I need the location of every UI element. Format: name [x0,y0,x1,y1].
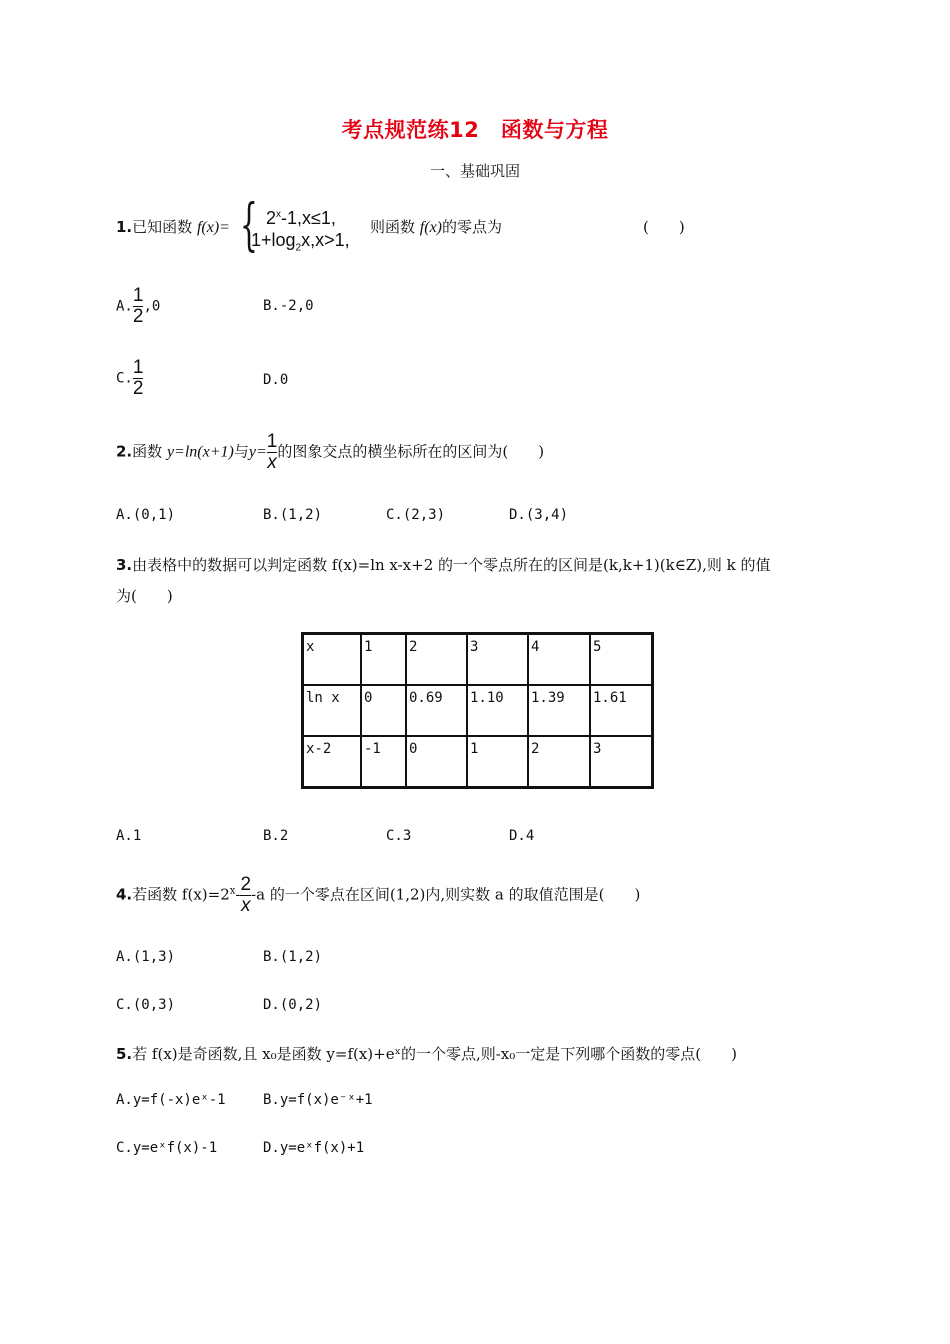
option-d[interactable]: D.y=eˣf(x)+1 [263,1140,365,1156]
equation: y=ln(x+1) [166,443,234,461]
table-cell: 1 [361,634,406,686]
option-a[interactable]: A.(1,3) [116,949,176,965]
question-text: 由表格中的数据可以判定函数 f(x)=ln x-x+2 的一个零点所在的区间是(k,k+1)(k∈Z),则 k 的值 [132,556,771,574]
piece-1-rest: -1,x≤1, [281,208,336,228]
denominator: 2 [132,305,144,327]
option-d[interactable]: D.(0,2) [263,997,323,1013]
option-d[interactable]: D.(3,4) [509,507,569,523]
answer-paren: ( ) [643,218,685,236]
question-3-stem-line2: 为( ) [116,587,173,605]
data-table [301,632,654,789]
table-cell: 0 [361,685,406,736]
question-text: 的零点为 [442,218,503,236]
question-text: 则函数 [370,218,416,236]
piece-2-subscript: 2 [295,242,302,254]
table-cell: ln x [303,685,362,736]
numerator: 1 [132,357,144,378]
table-cell: 1 [467,736,528,788]
denominator: x [241,894,251,916]
page-title: 考点规范练12 函数与方程 [341,118,609,142]
table-row [303,736,653,788]
exponent: x [229,885,236,897]
fraction [267,432,278,473]
table-cell: 5 [590,634,653,686]
option-rest: ,0 [143,298,161,315]
table-cell: x-2 [303,736,362,788]
denominator: 2 [132,377,144,399]
question-3-stem [116,554,771,575]
question-number: 3. [116,556,133,574]
question-text: 函数 [132,442,163,461]
question-text: 与 [233,442,249,461]
numerator: 1 [132,285,144,306]
piece-2-rest: x,x>1, [301,230,350,250]
table-cell: -1 [361,736,406,788]
numerator: 1 [266,431,278,452]
question-number: 2. [116,442,133,461]
table-cell: x [303,634,362,686]
fraction [133,286,144,327]
question-1-stem [116,216,230,237]
denominator: x [267,451,277,473]
option-d[interactable]: D.0 [263,372,289,388]
question-text: -a 的一个零点在区间(1,2)内,则实数 a 的取值范围是( ) [251,885,641,904]
piecewise-brace: { [240,193,258,258]
piece-2-base: 1+log [251,230,296,250]
option-c[interactable]: C.(2,3) [386,507,446,523]
table-cell: 0 [406,736,467,788]
table-cell: 2 [528,736,590,788]
option-a[interactable] [116,286,160,327]
question-text: 已知函数 [132,218,193,236]
question-4-stem [116,875,640,916]
table-cell: 1.10 [467,685,528,736]
table-cell: 3 [467,634,528,686]
option-label: C. [116,370,133,387]
function-expression: f(x) [419,219,442,236]
table-row [303,634,653,686]
fraction [240,875,251,916]
question-text: 的图象交点的横坐标所在的区间为( ) [277,442,545,461]
table-cell: 1.61 [590,685,653,736]
equation: y= [248,443,267,461]
option-b[interactable]: B.y=f(x)e⁻ˣ+1 [263,1092,373,1108]
option-d[interactable]: D.4 [509,828,535,844]
option-b[interactable]: B.(1,2) [263,949,323,965]
piece-1-exponent: x [276,209,282,220]
question-text: 若 f(x)是奇函数,且 x₀是函数 y=f(x)+eˣ的一个零点,则-x₀一定是下列哪个函数的零点( ) [132,1045,737,1063]
option-b[interactable]: B.(1,2) [263,507,323,523]
table-row [303,685,653,736]
table-cell: 4 [528,634,590,686]
table-cell: 3 [590,736,653,788]
option-c[interactable] [116,358,143,399]
option-b[interactable]: B.2 [263,828,289,844]
piece-1 [266,203,336,230]
fraction [133,358,144,399]
option-a[interactable]: A.(0,1) [116,507,176,523]
option-label: A. [116,298,133,315]
option-c[interactable]: C.(0,3) [116,997,176,1013]
option-a[interactable]: A.y=f(-x)eˣ-1 [116,1092,226,1108]
option-a[interactable]: A.1 [116,828,142,844]
question-number: 4. [116,885,133,904]
question-number: 1. [116,218,133,236]
section-heading: 一、基础巩固 [429,162,520,180]
question-5-stem [116,1043,737,1064]
table-cell: 2 [406,634,467,686]
question-number: 5. [116,1045,133,1063]
option-c[interactable]: C.3 [386,828,412,844]
table-cell: 1.39 [528,685,590,736]
question-2-stem [116,432,544,473]
question-text: 若函数 f(x)=2 [132,885,230,904]
question-1-tail [370,216,502,237]
piece-2 [251,228,350,261]
numerator: 2 [240,874,252,895]
table-cell: 0.69 [406,685,467,736]
piece-1-base: 2 [266,208,277,228]
option-c[interactable]: C.y=eˣf(x)-1 [116,1140,218,1156]
minus-sign: - [235,885,241,904]
option-b[interactable]: B.-2,0 [263,298,314,314]
function-expression: f(x)= [196,219,230,236]
